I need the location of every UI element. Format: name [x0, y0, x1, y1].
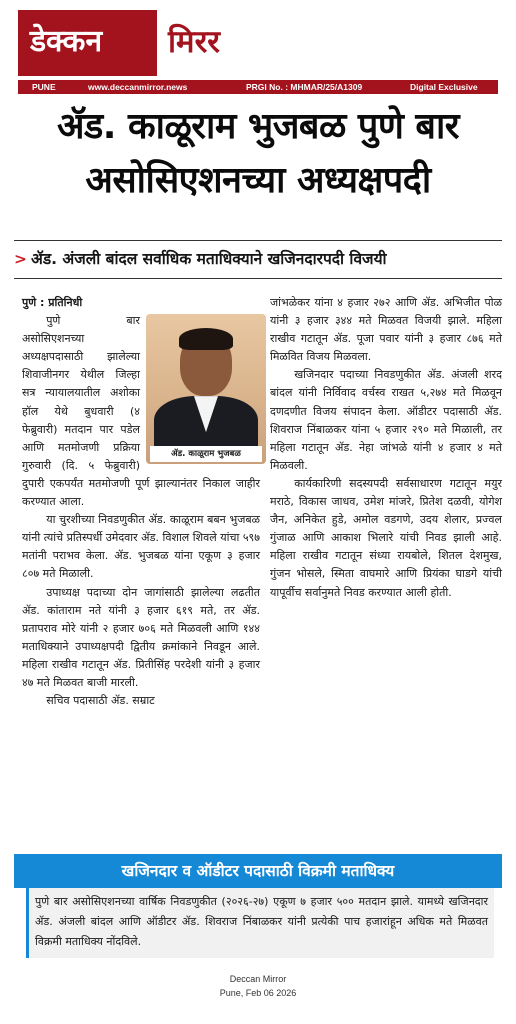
subheadline	[14, 244, 502, 274]
author-photo	[146, 314, 266, 464]
chevron-right-icon: >	[14, 250, 27, 268]
article-column-2	[270, 294, 502, 602]
strip-site-link[interactable]: www.deccanmirror.news	[88, 82, 188, 92]
highlight-banner: खजिनदार व ऑडीटर पदासाठी विक्रमी मताधिक्य	[14, 854, 502, 888]
photo-caption: ॲड. काळूराम भुजबळ	[150, 446, 262, 462]
masthead-strip	[18, 80, 498, 94]
strip-prgi: PRGI No. : MHMAR/25/A1309	[246, 82, 363, 92]
footer-date: Pune, Feb 06 2026	[219, 988, 297, 998]
paragraph: कार्यकारिणी सदस्यपदी सर्वसाधारण गटातून मयुर मराठे, विकास जाधव, उमेश मांजरे, प्रितेश दळवी, योगेश जैन, अनिकेत हुडे, अमोल वडगणे, उदय शेलार, प्रज्वल गुंजाळ आणि आकाश भिलारे यांची निवड झाली आहे. महिला राखीव गटातून संध्या रायबोले, शितल देशमुख, गुंजन भोसले, स्मिता वाघमारे आणि प्रियंका घाडगे यांची यापूर्वीच सर्वानुमते निवड करण्यात आली होती.	[270, 476, 502, 599]
strip-city: PUNE	[32, 82, 56, 92]
highlight-box: पुणे बार असोसिएशनच्या वार्षिक निवडणुकीत (२०२६-२७) एकूण ७ हजार ५०० मतदान झाले. यामध्ये खजिनदार ॲड. अंजली बांदल आणि ऑडीटर ॲड. शिवराज निंबाळकर यांनी प्रत्येकी पाच हजारांहून अधिक मते मिळवत विक्रमी मताधिक्य नोंदविले.	[26, 888, 494, 958]
paragraph: खजिनदार पदाच्या निवडणुकीत ॲड. अंजली शरद बांदल यांनी निर्विवाद वर्चस्व राखत ५,२७४ मते मिळवून दणदणीत विजय संपादन केला. ऑडीटर पदासाठी ॲड. शिवराज निंबाळकर यांना ५ हजार २९० मते मिळाली, तर महिला गटातून ॲड. नेहा जांभळे यांनी ४ हजार ४ मते मिळवली.	[270, 368, 502, 472]
logo-box	[18, 10, 157, 76]
footer-publication: Deccan Mirror	[229, 974, 287, 984]
paragraph: जांभळेकर यांना ४ हजार २७२ आणि ॲड. अभिजीत पोळ यांनी ३ हजार ३४४ मते मिळवत विजयी झाले. महिला राखीव गटातून ॲड. पूजा पवार यांनी ३ हजार ८७६ मते मिळवित विजय मिळवला.	[270, 296, 502, 364]
divider-top	[14, 240, 502, 241]
strip-tag: Digital Exclusive	[410, 82, 478, 92]
paragraph: उपाध्यक्ष पदाच्या दोन जागांसाठी झालेल्या लढतीत ॲड. कांताराम नते यांनी ३ हजार ६१९ मते, तर ॲड. प्रतापराव मोरे यांनी २ हजार ७०६ मते मिळवली आणि १४४ मताधिक्याने उपाध्यक्षपदी द्वितीय क्रमांकाने निवडून आले. महिला राखीव गटातून ॲड. प्रितीसिंह परदेशी यांनी ३ हजार ४७ मते मिळवत बाजी मारली.	[22, 585, 260, 689]
headline-line-2: असोसिएशनच्या अध्यक्षपदी	[85, 160, 431, 201]
photo-hair	[179, 328, 233, 350]
headline-line-1: ॲड. काळूराम भुजबळ पुणे बार	[57, 106, 459, 147]
article-column-1	[22, 294, 260, 710]
masthead	[18, 10, 498, 92]
footer	[0, 972, 516, 1000]
paragraph: पुणे बार असोसिएशनच्या अध्यक्षपदासाठी झालेल्या शिवाजीनगर येथील जिल्हा सत्र न्यायालयातील अशोका हॉल येथे बुधवारी (४ फेब्रुवारी) मतदान पार पडेल आणि मतमोजणी प्रक्रिया गुरुवारी (दि. ५ फेब्रुवारी) दुपारी एकपर्यंत मतमोजणी पूर्ण झाल्यानंतर निकाल जाहीर करण्यात आला.	[22, 314, 260, 509]
paragraph: सचिव पदासाठी ॲड. सम्राट	[46, 694, 155, 708]
logo-left-text: डेक्कन	[30, 24, 103, 59]
headline	[14, 100, 502, 208]
dateline: पुणे : प्रतिनिधी	[22, 296, 83, 309]
logo-right-text: मिरर	[168, 24, 220, 60]
divider-bottom	[14, 278, 502, 279]
subheadline-text: ॲड. अंजली बांदल सर्वाधिक मताधिक्याने खजिनदारपदी विजयी	[31, 250, 387, 268]
paragraph: या चुरशीच्या निवडणुकीत ॲड. काळूराम बबन भुजबळ यांनी त्यांचे प्रतिस्पर्धी उमेदवार ॲड. विशाल शिवले यांचा ५९७ मतांनी पराभव केला. ॲड. भुजबळ यांना एकूण ३ हजार ८०७ मते मिळाली.	[22, 513, 260, 581]
